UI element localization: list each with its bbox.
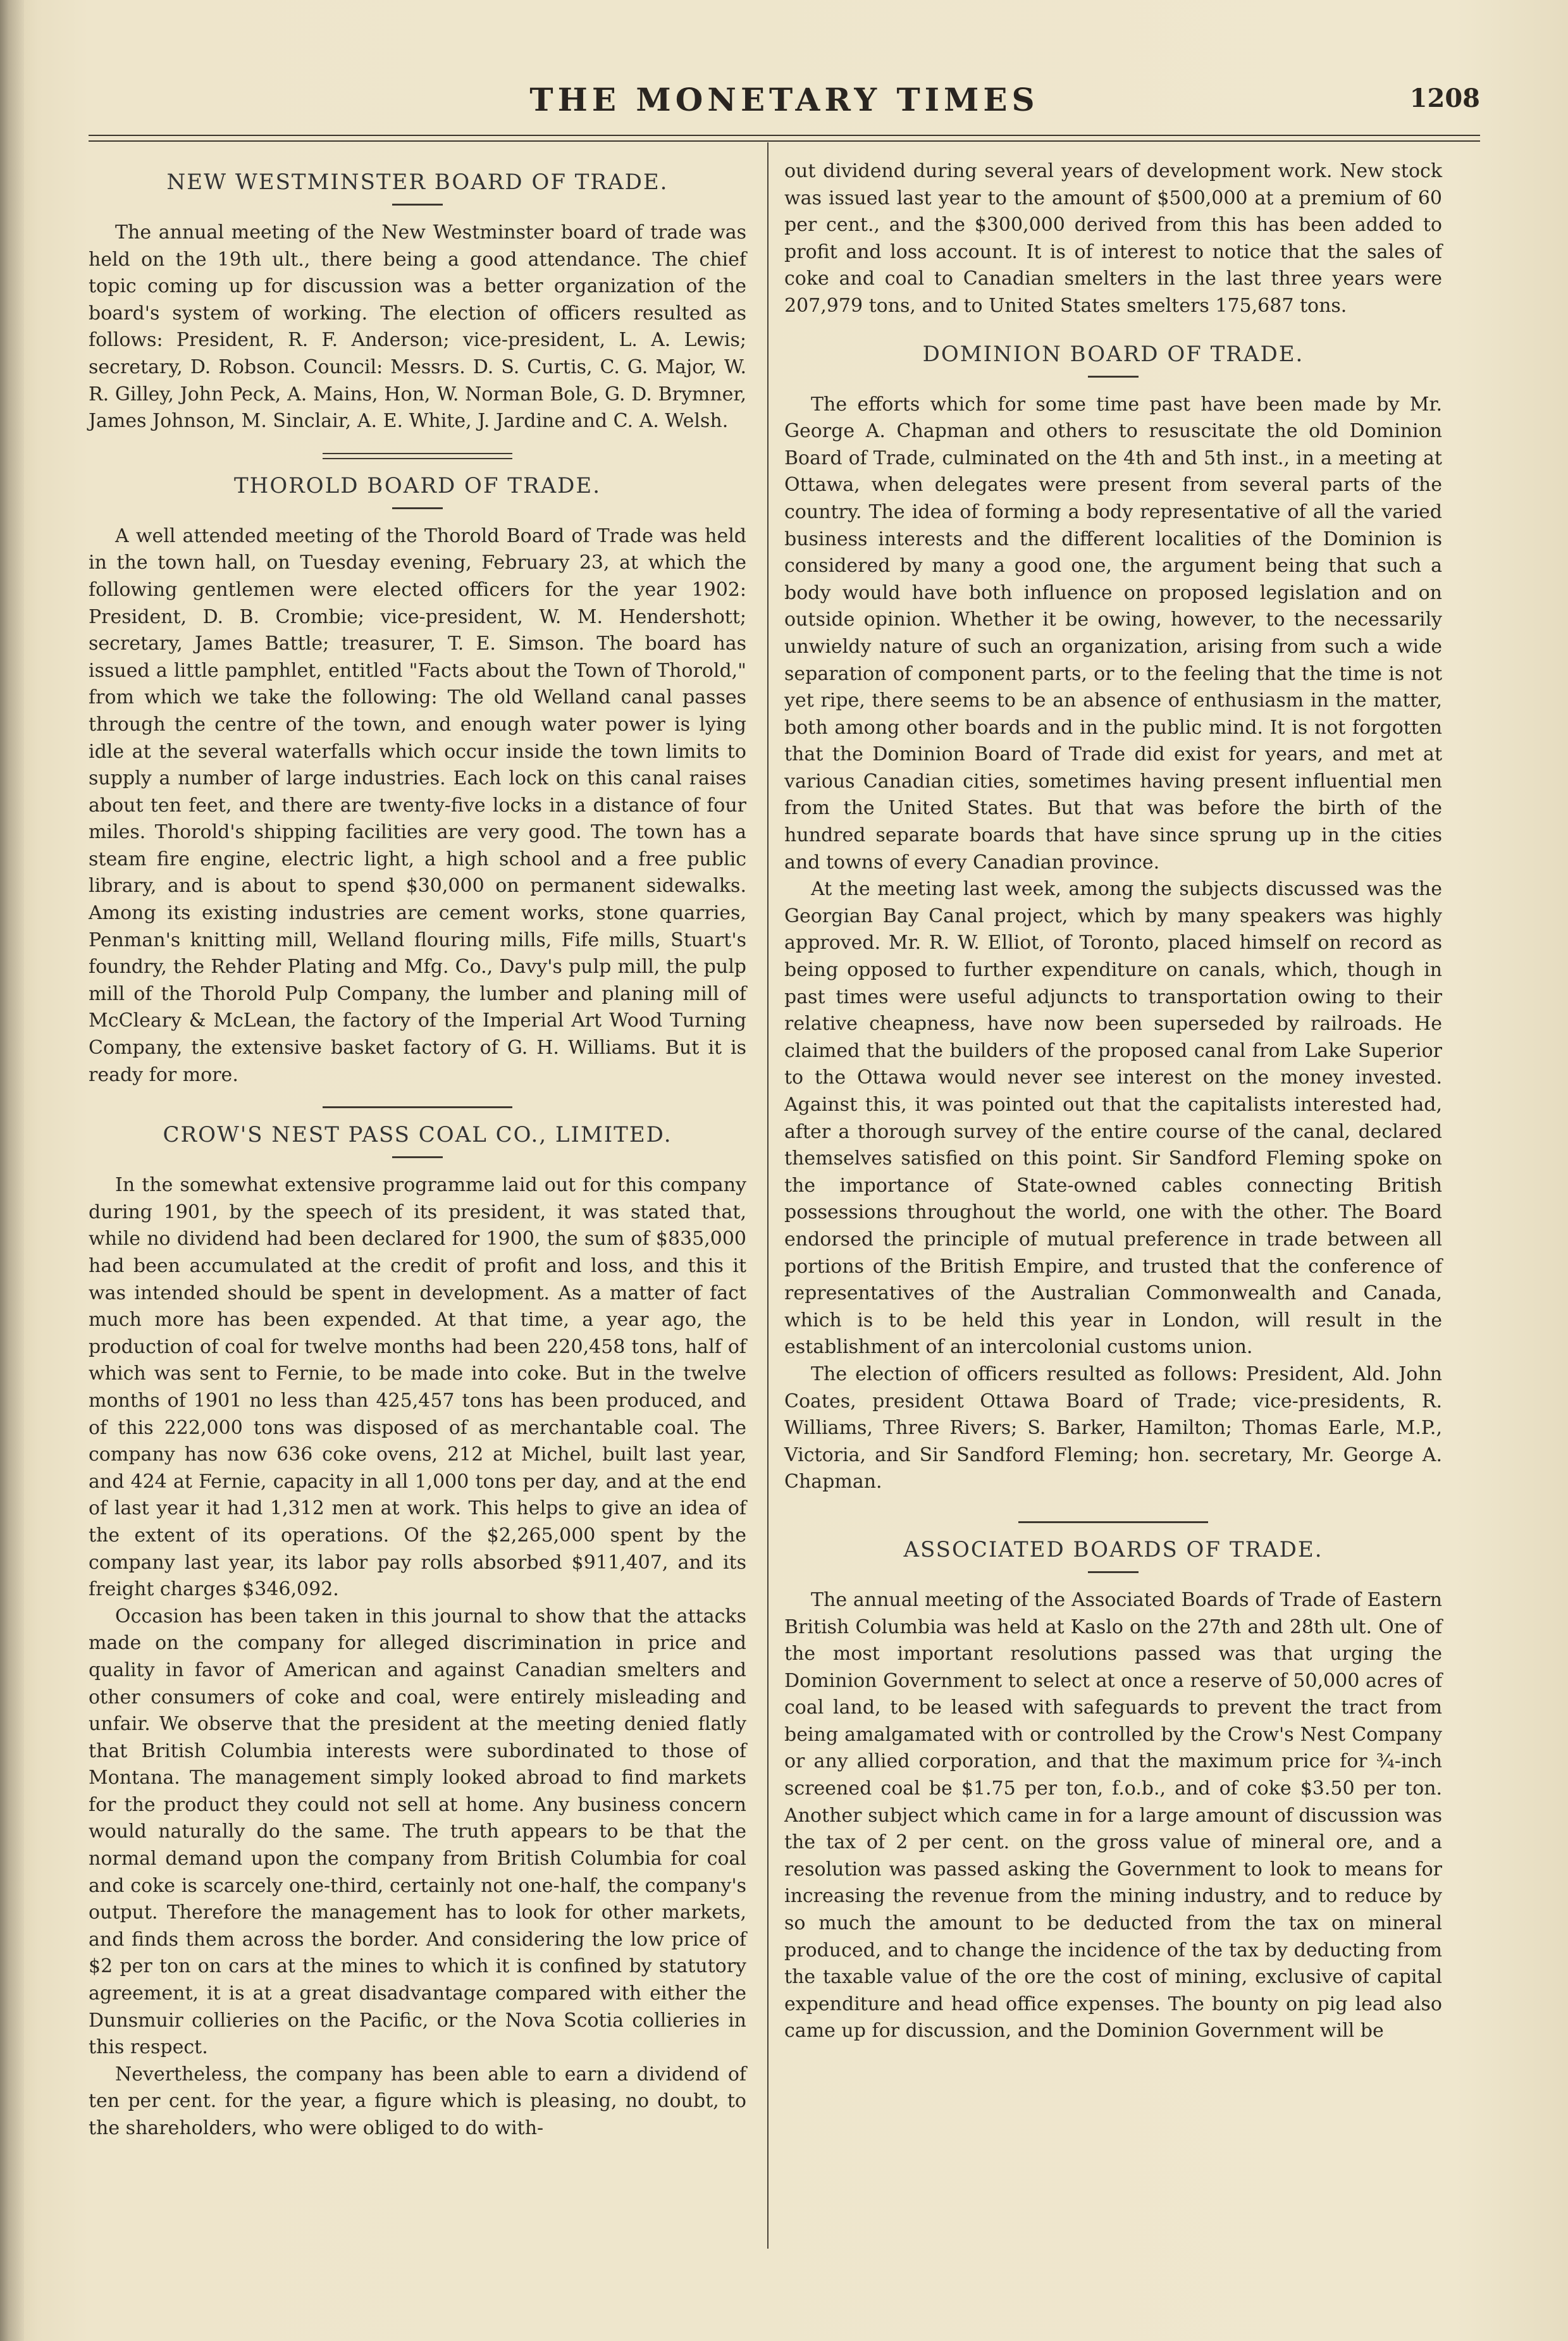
page-number: 1208 (1409, 83, 1480, 113)
masthead (89, 81, 1480, 125)
article-paragraph: The annual meeting of the Associated Boards of Trade of Eastern British Columbia was held at Kaslo on the 27th and 28th ult. One of the most important resolutions passed was that urging the Dominion Government to select at once a reserve of 50,000 acres of coal land, to be leased with safeguards to prevent the tract from being amalgamated with or controlled by the Crow's Nest Company or any allied corporation, and that the maximum price for ¾-inch screened coal be $1.75 per ton, f.o.b., and of coke $3.50 per ton. Another subject which came in for a large amount of discussion was the tax of 2 per cent. on the gross value of mineral ore, and a resolution was passed asking the Government to look to means for increasing the revenue from the mining industry, and to reduce by so much the amount to be deducted from the tax on mineral produced, and to change the incidence of the tax by deducting from the taxable value of the ore the cost of mining, exclusive of capital expenditure and head office expenses. The bounty on pig lead also came up for discussion, and the Dominion Government will be (784, 1588, 1442, 2042)
article-crows-nest (89, 1122, 746, 2142)
article-paragraph: A well attended meeting of the Thorold Board of Trade was held in the town hall, on Tuesday evening, February 23, at which the following gentlemen were elected officers for the year 1902: President, D. B. Crombie; vice-president, W. M. Hendershott; secretary, James Battle; treasurer, T. E. Simson. The board has issued a little pamphlet, entitled "Facts about the Town of Thorold," from which we take the following: The old Welland canal passes through the centre of the town, and enough water power is lying idle at the several waterfalls which occur inside the town limits to supply a number of large industries. Each lock on this canal raises about ten feet, and there are twenty-five locks in a distance of four miles. Thorold's shipping facilities are very good. The town has a steam fire engine, electric light, a high school and a free public library, and is about to spend $30,000 on permanent sidewalks. Among its existing industries are cement works, stone quarries, Penman's knitting mill, Welland flouring mills, Fife mills, Stuart's foundry, the Rehder Plating and Mfg. Co., Davy's pulp mill, the pulp mill of the Thorold Pulp Company, the lumber and planing mill of McCleary & McLean, the factory of the Imperial Art Wood Turning Company, the extensive basket factory of G. H. Williams. But it is ready for more. (89, 524, 746, 1086)
article-new-westminster (89, 170, 746, 435)
article-paragraph: Nevertheless, the company has been able to earn a dividend of ten per cent. for the year, a figure which is pleasing, no doubt, to the shareholders, who were obliged to do with- (89, 2063, 746, 2139)
right-column (784, 158, 1442, 2045)
article-dominion-board (784, 342, 1442, 1496)
binding-gutter (0, 0, 24, 2341)
article-paragraph: The election of officers resulted as follows: President, Ald. John Coates, president Ottawa Board of Trade; vice-presidents, R. Williams, Three Rivers; S. Barker, Hamilton; Thomas Earle, M.P., Victoria, and Sir Sandford Fleming; hon. secretary, Mr. George A. Chapman. (784, 1362, 1442, 1493)
article-thorold (89, 473, 746, 1089)
column-divider (767, 142, 769, 2249)
masthead-rule-top (89, 135, 1480, 136)
article-paragraph: In the somewhat extensive programme laid out for this company during 1901, by the speech of its president, it was stated that, while no dividend had been declared for 1900, the sum of $835,000 had been accumulated at the credit of profit and loss, and this it was intended should be spent in development. As a matter of fact much more has been expended. At that time, a year ago, the production of coal for twelve months had been 220,458 tons, half of which was sent to Fernie, to be made into coke. But in the twelve months of 1901 no less than 425,457 tons has been produced, and of this 222,000 tons was disposed of as merchantable coal. The company has now 636 coke ovens, 212 at Michel, built last year, and 424 at Fernie, capacity in all 1,000 tons per day, and at the end of last year it had 1,312 men at work. This helps to give an idea of the extent of its operations. Of the $2,265,000 spent by the company last year, its labor pay rolls absorbed $911,407, and its freight charges $346,092. (89, 1174, 746, 1601)
article-heading: DOMINION BOARD OF TRADE. (922, 341, 1304, 367)
left-column (89, 158, 746, 2142)
article-paragraph: Occasion has been taken in this journal to show that the attacks made on the company for alleged discrimination in price and quality in favor of American and against Canadian smelters and other consumers of coke and coal, were entirely misleading and unfair. We observe that the president at the meeting denied flatly that British Columbia interests were subordinated to those of Montana. The management simply looked abroad to find markets for the product they could not sell at home. Any business concern would naturally do the same. The truth appears to be that the normal demand upon the company from British Columbia for coal and coke is scarcely one-third, certainly not one-half, the company's output. Therefore the management has to look for other markets, and finds them across the border. And considering the low price of $2 per ton on cars at the mines to which it is confined by statutory agreement, it is at a great disadvantage compared with either the Dunsmuir collieries on the Pacific, or the Nova Scotia collieries in this respect. (89, 1605, 746, 2059)
heading-rule (392, 1156, 443, 1158)
article-paragraph: At the meeting last week, among the subjects discussed was the Georgian Bay Canal project, which by many speakers was highly approved. Mr. R. W. Elliot, of Toronto, placed himself on record as being opposed to further expenditure on canals, which, though in past times were useful adjuncts to transportation owing to their relative cheapness, have now been superseded by railroads. He claimed that the builders of the proposed canal from Lake Superior to the Ottawa would never see interest on the money invested. Against this, it was pointed out that the capitalists interested had, after a thorough survey of the entire course of the canal, declared themselves satisfied on this point. Sir Sandford Fleming spoke on the importance of State-owned cables connecting British possessions throughout the world, one with the other. The Board endorsed the principle of mutual preference in trade between all portions of the British Empire, and trusted that the conference of representatives of the Australian Commonwealth and Canada, which is to be held this year in London, will result in the establishment of an intercolonial customs union. (784, 878, 1442, 1359)
article-heading: ASSOCIATED BOARDS OF TRADE. (903, 1536, 1323, 1562)
heading-rule (1088, 376, 1139, 378)
article-paragraph: The annual meeting of the New Westminster board of trade was held on the 19th ult., there being a good attendance. The chief topic coming up for discussion was a better organization of the board's system of working. The election of officers resulted as follows: President, R. F. Anderson; vice-president, L. A. Lewis; secretary, D. Robson. Council: Messrs. D. S. Curtis, C. G. Major, W. R. Gilley, John Peck, A. Mains, Hon, W. Norman Bole, G. D. Brymner, James Johnson, M. Sinclair, A. E. White, J. Jardine and C. A. Welsh. (89, 221, 746, 433)
article-associated-boards (784, 1537, 1442, 2045)
continued-paragraph: out dividend during several years of development work. New stock was issued last year to the amount of $500,000 at a premium of 60 per cent., and the $300,000 derived from this has been added to profit and loss account. It is of interest to notice that the sales of coke and coal to Canadian smelters in the last three years were 207,979 tons, and to United States smelters 175,687 tons. (784, 160, 1442, 317)
article-separator (1018, 1521, 1208, 1523)
masthead-rule-bottom (89, 140, 1480, 142)
article-separator (323, 453, 512, 459)
heading-rule (392, 204, 443, 206)
article-heading: THOROLD BOARD OF TRADE. (233, 473, 602, 498)
publication-title: THE MONETARY TIMES (529, 81, 1039, 118)
article-paragraph: The efforts which for some time past have been made by Mr. George A. Chapman and others to resuscitate the old Dominion Board of Trade, culminated on the 4th and 5th inst., in a meeting at Ottawa, when delegates were present from several parts of the country. The idea of forming a body representative of all the varied business interests and the different localities of the Dominion is considered by many a good one, the argument being that such a body would have both influence on proposed legislation and on outside opinion. Whether it be owing, however, to the necessarily unwieldy nature of such an organization, arising from such a wide separation of component parts, or to the feeling that the time is not yet ripe, there seems to be an absence of enthusiasm in the matter, both among other boards and in the public mind. It is not forgotten that the Dominion Board of Trade did exist for years, and met at various Canadian cities, sometimes having present influential men from the United States. But that was before the birth of the hundred separate boards that have since sprung up in the cities and towns of every Canadian province. (784, 393, 1442, 874)
heading-rule (392, 507, 443, 509)
article-separator (323, 1106, 512, 1108)
article-heading: CROW'S NEST PASS COAL CO., LIMITED. (163, 1122, 672, 1148)
article-heading: NEW WESTMINSTER BOARD OF TRADE. (166, 170, 669, 195)
heading-rule (1088, 1571, 1139, 1573)
